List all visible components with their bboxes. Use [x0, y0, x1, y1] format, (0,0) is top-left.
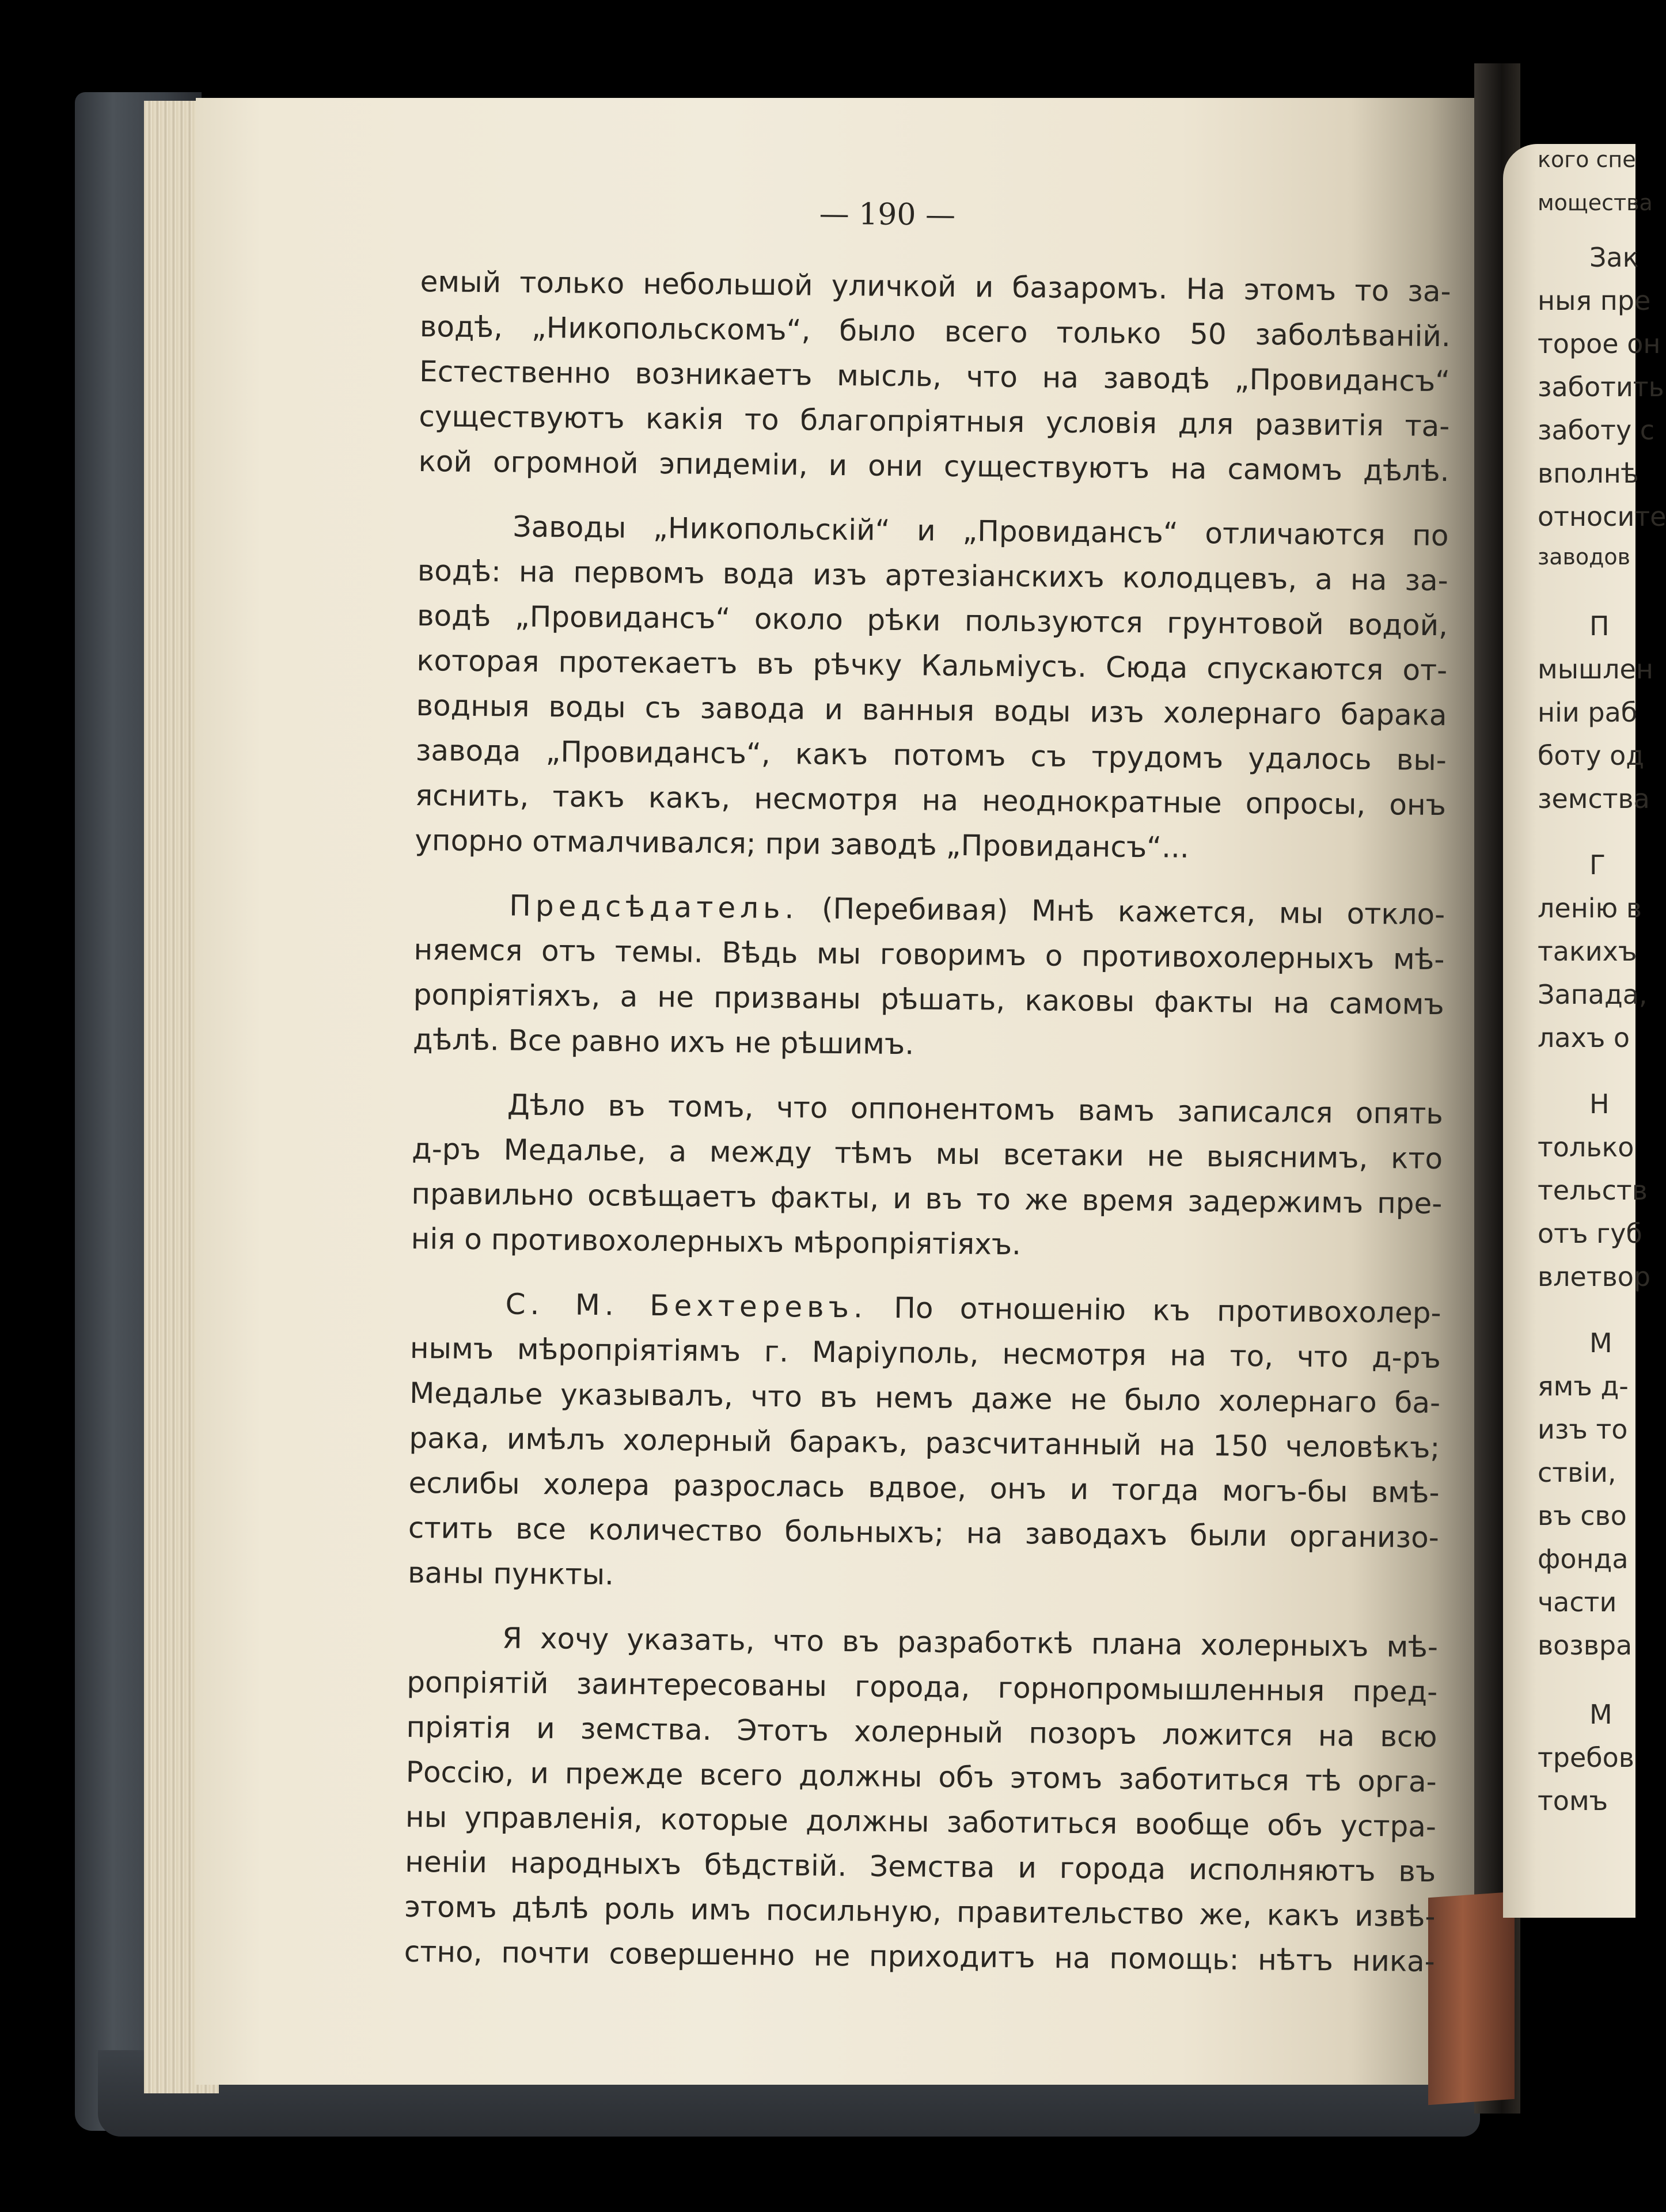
text-line: водѣ „Провидансъ“ около рѣки пользуются грунтовой водой, — [416, 598, 1448, 643]
facing-page-line: изъ то — [1538, 1414, 1628, 1445]
text-line: водныя воды съ завода и ванныя воды изъ холернаго барака — [416, 688, 1447, 733]
facing-page-line: ствіи, — [1538, 1457, 1616, 1488]
facing-page-line: тельств — [1538, 1175, 1648, 1206]
paragraph — [413, 882, 1445, 1072]
facing-page-line: томъ — [1538, 1785, 1608, 1816]
facing-page-line: требов — [1538, 1742, 1634, 1773]
text-line: еслибы холера разрослась вдвое, онъ и тогда могъ-бы вмѣ- — [408, 1466, 1440, 1510]
facing-page-line: относите — [1538, 501, 1666, 532]
facing-page-line: ніи раб — [1538, 697, 1638, 728]
text-line: ропріятій заинтересованы города, горнопромышленныя пред- — [407, 1665, 1438, 1709]
facing-page-line: земства — [1538, 783, 1650, 814]
speaker-name: Предсѣдатель. — [509, 889, 799, 925]
text-line: д-ръ Медалье, а между тѣмъ мы всетаки не выяснимъ, кто — [411, 1132, 1443, 1176]
text-line: ны управленія, которые должны заботиться вообще объ устра- — [405, 1800, 1437, 1844]
paragraphs — [404, 259, 1451, 1984]
text-line: неніи народныхъ бѣдствій. Земства и города исполняютъ въ — [405, 1845, 1436, 1889]
facing-page-line: въ сво — [1538, 1500, 1627, 1531]
text-line: яснить, такъ какъ, несмотря на неоднократные опросы, онъ — [415, 778, 1447, 822]
page-text — [404, 196, 1451, 1984]
facing-page-line: лахъ о — [1538, 1022, 1630, 1053]
text-line: Естественно возникаетъ мысль, что на заводѣ „Провидансъ“ — [419, 354, 1451, 399]
facing-page-line: заботить — [1538, 371, 1664, 403]
facing-page-line: М — [1589, 1327, 1612, 1359]
speaker-text: По отношенію къ противохолер- — [867, 1291, 1441, 1330]
text-line: Я хочу указать, что въ разработкѣ плана холерныхъ мѣ- — [502, 1621, 1439, 1664]
facing-page-line: торое он — [1538, 328, 1661, 359]
text-line: Россію, и прежде всего должны объ этомъ заботиться тѣ орга- — [405, 1755, 1437, 1799]
text-line: которая протекаетъ въ рѣчку Кальміусъ. Сюда спускаются от- — [416, 643, 1448, 688]
facing-page-line: только — [1538, 1132, 1634, 1163]
paragraph — [411, 1082, 1443, 1271]
text-line: стить все количество больныхъ; на заводахъ были организо- — [408, 1511, 1440, 1555]
text-line: Заводы „Никопольскій“ и „Провидансъ“ отличаются по — [513, 510, 1449, 553]
facing-page-line: отъ губ — [1538, 1218, 1642, 1249]
facing-page-line: М — [1589, 1699, 1612, 1730]
text-line: ропріятіяхъ, а не призваны рѣшать, каковы факты на самомъ — [413, 977, 1444, 1022]
facing-page-line: возвра — [1538, 1630, 1633, 1661]
facing-page-line: Зак — [1589, 242, 1639, 273]
facing-page-line: влетвор — [1538, 1261, 1651, 1292]
facing-page-line: боту од — [1538, 740, 1645, 771]
paragraph — [418, 259, 1451, 494]
text-line: стно, почти совершенно не приходитъ на помощь: нѣтъ ника- — [404, 1934, 1436, 1979]
text-line: емый только небольшой уличкой и базаромъ. На этомъ то за- — [420, 264, 1451, 309]
text-line: существуютъ какія то благопріятныя условія для развитія та- — [419, 399, 1450, 443]
text-line: пріятія и земства. Этотъ холерный позоръ ложится на всю — [406, 1710, 1437, 1754]
paragraph — [415, 503, 1449, 872]
text-line: Медалье указывалъ, что въ немъ даже не было холернаго ба- — [409, 1376, 1441, 1420]
text-line: дѣлѣ. Все равно ихъ не рѣшимъ. — [412, 1022, 914, 1061]
facing-page-line: ныя пре — [1538, 285, 1651, 316]
facing-page-line: ленію в — [1538, 893, 1642, 924]
text-line: ваны пункты. — [407, 1555, 614, 1592]
facing-page-line: ямъ д- — [1538, 1371, 1629, 1402]
facing-page-line: мощества — [1538, 190, 1653, 215]
paragraph — [408, 1281, 1441, 1605]
speaker-name: С. М. Бехтеревъ. — [505, 1287, 868, 1325]
facing-page-line: заводов — [1538, 544, 1631, 570]
facing-page-line: заботу с — [1538, 415, 1655, 446]
text-line: водѣ: на первомъ вода изъ артезіанскихъ колодцевъ, а на за- — [417, 553, 1449, 598]
text-line: завода „Провидансъ“, какъ потомъ съ трудомъ удалось вы- — [415, 733, 1447, 777]
text-line: этомъ дѣлѣ роль имъ посильную, правительство же, какъ извѣ- — [404, 1890, 1436, 1934]
text-line: няемся отъ темы. Вѣдь мы говоримъ о противохолерныхъ мѣ- — [413, 932, 1445, 977]
text-line: Дѣло въ томъ, что оппонентомъ вамъ записался опять — [507, 1088, 1444, 1131]
facing-page-line: Н — [1589, 1088, 1610, 1120]
speaker-text: (Перебивая) Мнѣ кажется, мы откло- — [798, 891, 1445, 932]
facing-page-line: П — [1589, 610, 1610, 642]
facing-page-line: Г — [1589, 849, 1606, 881]
facing-page-line: фонда — [1538, 1543, 1629, 1574]
text-line: упорно отмалчивался; при заводѣ „Провидансъ“... — [415, 823, 1190, 864]
facing-page-line: такихъ — [1538, 936, 1637, 967]
facing-page-line: Запада, — [1538, 979, 1648, 1010]
text-line: нымъ мѣропріятіямъ г. Маріуполь, несмотря на то, что д-ръ — [409, 1331, 1441, 1375]
text-line: правильно освѣщаетъ факты, и въ то же время задержимъ пре- — [411, 1177, 1443, 1221]
facing-page-line: части — [1538, 1587, 1617, 1618]
text-line: нія о противохолерныхъ мѣропріятіяхъ. — [411, 1221, 1022, 1262]
text-line: кой огромной эпидеміи, и они существуютъ на самомъ дѣлѣ. — [418, 444, 1449, 488]
facing-page-line: вполнѣ — [1538, 458, 1639, 489]
facing-page-line: мышлен — [1538, 654, 1653, 685]
text-line: рака, имѣлъ холерный баракъ, разсчитанный на 150 человѣкъ; — [409, 1421, 1440, 1465]
facing-page-line: кого спе — [1538, 147, 1636, 172]
text-line: водѣ, „Никопольскомъ“, было всего только 50 заболѣваній. — [419, 309, 1451, 354]
spine-binding — [1428, 1892, 1515, 2105]
facing-page — [1503, 144, 1666, 1918]
page-number: — 190 — — [819, 196, 956, 233]
paragraph — [404, 1615, 1438, 1984]
